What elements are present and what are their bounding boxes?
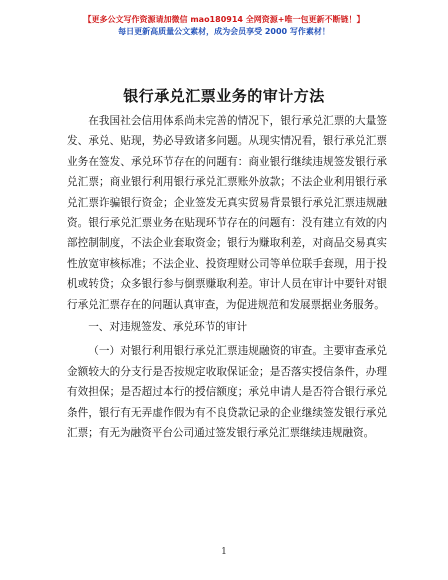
section-paragraph: （一）对银行利用银行承兑汇票违规融资的审查。主要审查承兑金额较大的分支行是否按规定收取保证金；是否落实授信条件，办理有效担保；是否超过本行的授信额度；承兑申请人是否符合银行承兑条件，银行有无弄虚作假为有不良贷款记录的企业继续签发银行承兑汇票；有无为融资平台公司通过签发银行承兑汇票继续违规融资。 [67,345,387,440]
document-title: 银行承兑汇票业务的审计方法 [123,87,325,105]
promo-banner [0,14,448,38]
intro-paragraph: 在我国社会信用体系尚未完善的情况下，银行承兑汇票的大量签发、承兑、贴现，势必导致诸多问题。从现实情况看，银行承兑汇票业务在签发、承兑环节存在的问题有：商业银行继续违规签发银行承兑汇票；商业银行利用银行承兑汇票账外放款；不法企业利用银行承兑汇票诈骗银行资金；企业签发无真实贸易背景银行承兑汇票违规融资。银行承兑汇票业务在贴现环节存在的问题有：没有建立有效的内部控制制度，不法企业套取资金；银行为赚取利差，对商品交易真实性放宽审核标准；不法企业、投资理财公司等单位联手套现，用于投机或转贷；众多银行参与倒票赚取利差。审计人员在审计中要针对银行承兑汇票存在的问题认真审查，为促进规范和发展票据业务服务。 [67,115,387,311]
page-number: 1 [221,547,227,557]
promo-banner-line-1: 【更多公文写作资源请加微信 mao180914 全网资源+唯一包更新不断链！】 [83,15,365,24]
section-heading: 一、对违规签发、承兑环节的审计 [88,321,248,334]
document-body [67,111,387,444]
promo-banner-line-2: 每日更新高质量公文素材，成为会员享受 2000 写作素材！ [118,27,330,36]
